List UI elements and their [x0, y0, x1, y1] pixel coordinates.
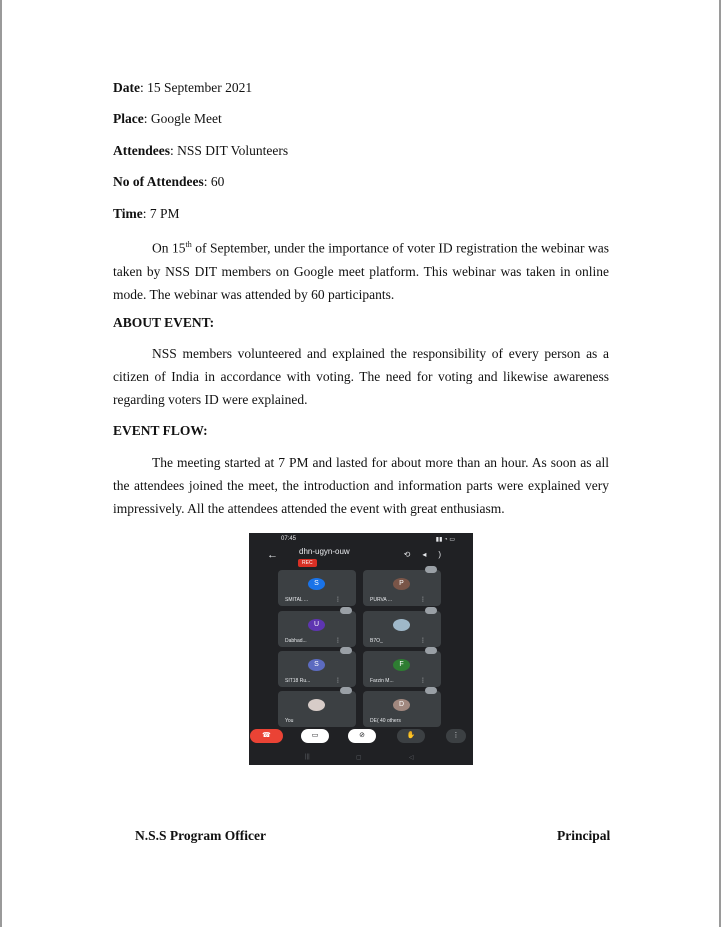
- avatar: D: [393, 699, 410, 711]
- rec-badge: REC: [298, 559, 317, 567]
- android-nav-bar: [249, 753, 473, 765]
- status-icons: ▮▮ ◔ ▭: [435, 537, 455, 543]
- participant-tile: [363, 570, 441, 606]
- about-heading: ABOUT EVENT:: [113, 315, 215, 330]
- field-value: NSS DIT Volunteers: [177, 143, 289, 158]
- participant-name: SMITAL ...: [285, 597, 309, 603]
- field-no-of-attendees: No of Attendees: 60: [113, 174, 225, 189]
- participant-name: You: [285, 718, 294, 724]
- flow-paragraph: The meeting started at 7 PM and lasted for about more than an hour. As soon as all the attendees joined the meet, the introduction and information parts were explained very impressively. All the attendees attended the event with great enthusiasm.: [113, 455, 609, 516]
- end-call-icon: ☎: [250, 729, 283, 743]
- field-value: 7 PM: [149, 206, 180, 221]
- participant-name: Dabhad...: [285, 638, 307, 644]
- field-label: Time: [113, 206, 143, 221]
- camera-off-icon: ▭: [301, 729, 329, 743]
- intro-rest: of September, under the importance of voter ID registration the webinar was taken by NSS DIT members on Google meet platform. This webinar was taken in online mode. The webinar was attended by 60 participants.: [113, 240, 610, 302]
- intro-paragraph: [113, 233, 609, 306]
- field-attendees: Attendees: NSS DIT Volunteers: [113, 143, 289, 158]
- intro-lead: On 15: [152, 240, 186, 256]
- participant-name: PURVA ...: [370, 597, 393, 603]
- participant-tile: [363, 691, 441, 727]
- participant-tile: [278, 570, 356, 606]
- avatar: S: [308, 578, 325, 590]
- more-icon: ⋮: [335, 678, 341, 684]
- mic-off-icon: [425, 607, 437, 614]
- intro-sup: th: [185, 240, 192, 249]
- mic-off-icon: [340, 687, 352, 694]
- about-paragraph: NSS members volunteered and explained the responsibility of every person as a citizen of India in accordance with voting. The need for voting and likewise awareness regarding voters ID were explained.: [113, 346, 609, 407]
- meet-controls: [249, 729, 473, 751]
- participant-name: Farzin M...: [370, 678, 394, 684]
- avatar: F: [393, 659, 410, 671]
- mic-off-icon: [340, 607, 352, 614]
- more-icon: ⋮: [420, 597, 426, 603]
- mic-off-icon: [340, 647, 352, 654]
- participant-tile: [363, 611, 441, 647]
- more-options-icon: ⋮: [446, 729, 466, 743]
- field-label: Date: [113, 80, 140, 95]
- participant-tile: [363, 651, 441, 687]
- status-time: 07:45: [281, 536, 297, 542]
- more-icon: ⋮: [420, 638, 426, 644]
- field-time: Time: 7 PM: [113, 206, 180, 221]
- flow-heading: EVENT FLOW:: [113, 423, 208, 438]
- camera-switch-icon: ⟲◂): [403, 550, 453, 559]
- field-label: Place: [113, 111, 144, 126]
- meeting-code: dhn-ugyn-ouw: [299, 547, 350, 556]
- field-label: No of Attendees: [113, 174, 204, 189]
- avatar: S: [308, 659, 325, 671]
- recent-apps-icon: |||: [305, 754, 310, 760]
- field-value: 15 September 2021: [147, 80, 253, 95]
- participant-name: DE( 40 others: [370, 718, 401, 724]
- avatar: U: [308, 619, 325, 631]
- field-value: Google Meet: [150, 111, 222, 126]
- mic-off-icon: [425, 647, 437, 654]
- avatar: [393, 619, 410, 631]
- participant-tile: [278, 611, 356, 647]
- phone-status-bar: [249, 533, 473, 545]
- mic-off-icon: ⊘: [348, 729, 376, 743]
- participant-name: B7O_: [370, 638, 383, 644]
- raise-hand-icon: ✋: [397, 729, 425, 743]
- more-icon: ⋮: [420, 678, 426, 684]
- meet-top-bar: [249, 545, 473, 569]
- signature-principal: Principal: [557, 828, 611, 843]
- participant-tile: [278, 651, 356, 687]
- home-icon: ▢: [356, 755, 362, 761]
- mic-off-icon: [425, 566, 437, 573]
- signature-program-officer: N.S.S Program Officer: [135, 828, 266, 843]
- field-place: Place: Google Meet: [113, 111, 222, 126]
- avatar: P: [393, 578, 410, 590]
- meet-screenshot: [249, 533, 473, 765]
- more-icon: ⋮: [335, 638, 341, 644]
- field-label: Attendees: [113, 143, 170, 158]
- avatar: [308, 699, 325, 711]
- participant-tile: [278, 691, 356, 727]
- back-arrow-icon: ←: [267, 549, 278, 561]
- mic-off-icon: [425, 687, 437, 694]
- more-icon: ⋮: [335, 597, 341, 603]
- field-value: 60: [210, 174, 225, 189]
- back-icon: ◁: [409, 755, 414, 761]
- participant-name: SIT18 Ru...: [285, 678, 311, 684]
- field-date: Date: 15 September 2021: [113, 80, 253, 95]
